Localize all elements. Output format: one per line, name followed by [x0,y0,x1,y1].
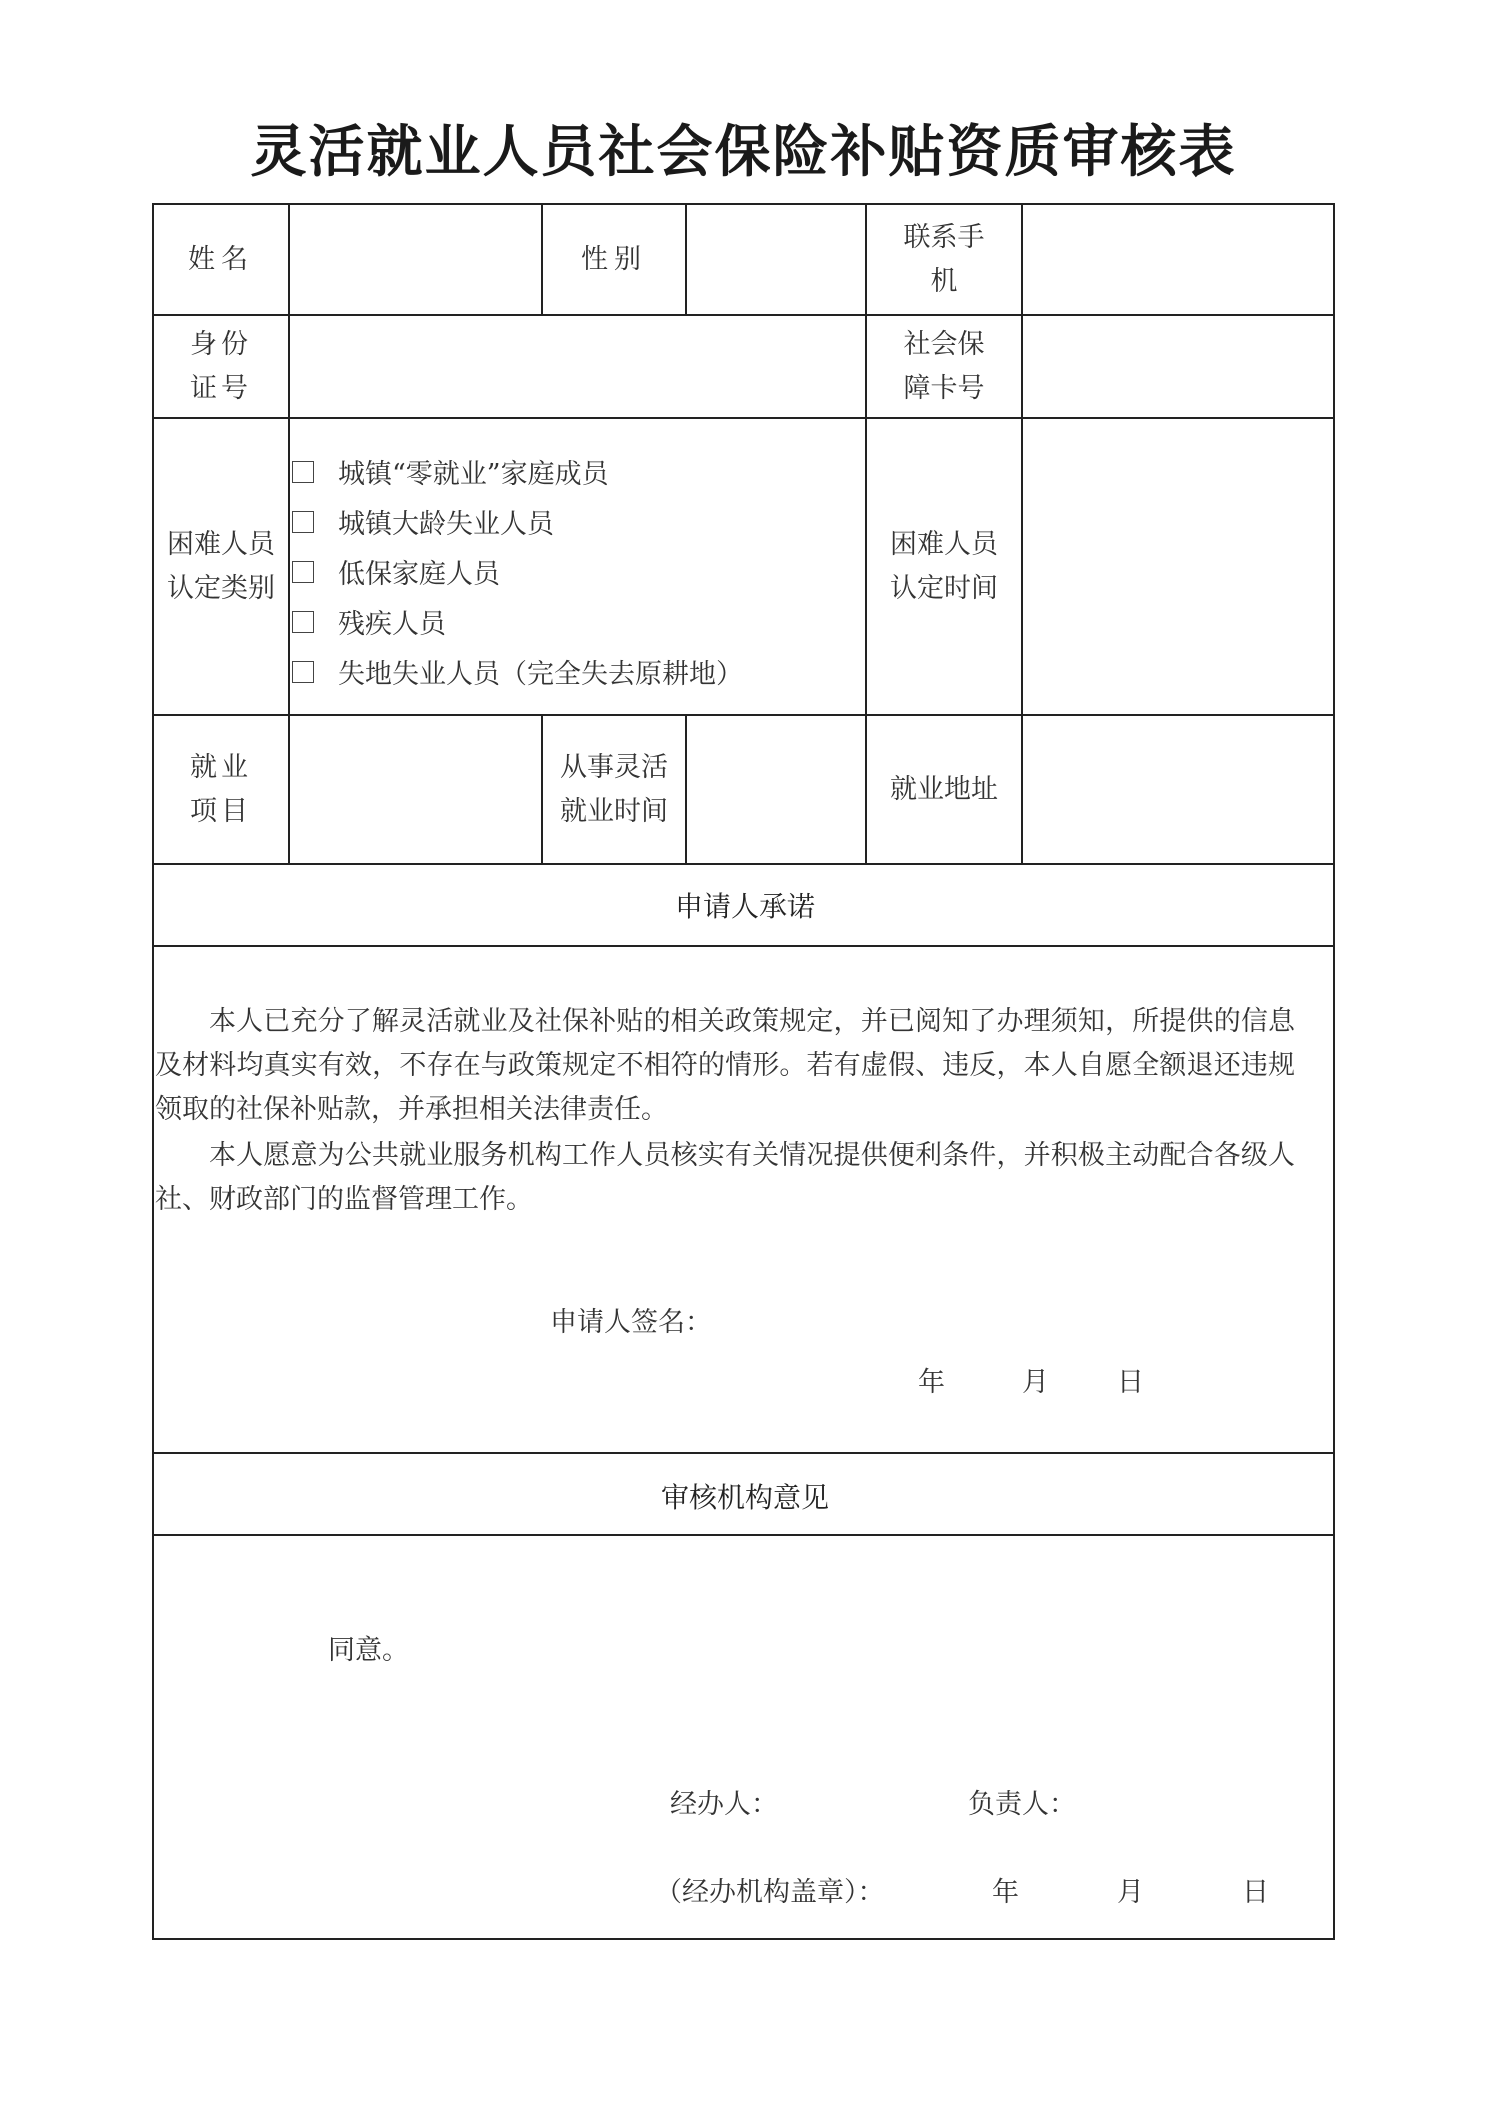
flexible-time-field[interactable] [688,717,864,862]
category-option-label: 城镇“零就业”家庭成员 [338,459,609,490]
category-option-label: 失地失业人员（完全失去原耕地） [338,659,743,690]
social-card-field[interactable] [1024,317,1332,416]
category-option-1[interactable] [292,452,609,491]
commitment-paragraph-1: 本人已充分了解灵活就业及社保补贴的相关政策规定，并已阅知了办理须知，所提供的信息及材料均真实有效，不存在与政策规定不相符的情形。若有虚假、违反，本人自愿全额退还违规领取的社保补贴款，并承担相关法律责任。 [155,1006,1295,1125]
hardship-category-label: 困难人员认定类别 [167,528,275,604]
id-number-field[interactable] [291,317,864,416]
employment-project-field[interactable] [291,717,540,862]
employment-address-field[interactable] [1024,717,1332,862]
category-option-label: 低保家庭人员 [338,559,500,590]
checkbox-icon[interactable] [292,611,314,633]
phone-label: 联系手机 [903,221,985,297]
responsible-label: 负责人： [968,1789,1076,1820]
name-label: 姓名 [188,243,254,275]
checkbox-icon[interactable] [292,461,314,483]
review-agree-text: 同意。 [328,1635,409,1666]
commitment-month-label: 月 [1022,1367,1049,1398]
handler-label: 经办人： [670,1789,778,1820]
category-option-label: 城镇大龄失业人员 [338,509,554,540]
employment-project-label: 就业项目 [190,751,252,827]
commitment-day-label: 日 [1117,1367,1144,1398]
gender-label: 性别 [581,243,647,275]
category-option-3[interactable] [292,552,500,591]
checkbox-icon[interactable] [292,511,314,533]
category-option-2[interactable] [292,502,554,541]
checkbox-icon[interactable] [292,661,314,683]
commitment-year-label: 年 [918,1367,945,1398]
social-card-label: 社会保障卡号 [903,328,985,404]
category-option-label: 残疾人员 [338,609,446,640]
name-field[interactable] [291,206,540,313]
category-option-5[interactable] [292,652,743,691]
checkbox-icon[interactable] [292,561,314,583]
hardship-time-field[interactable] [1024,420,1332,713]
review-header: 审核机构意见 [660,1481,829,1514]
commitment-header: 申请人承诺 [674,890,815,923]
agency-seal-label: （经办机构盖章）： [655,1877,885,1908]
review-year-label: 年 [992,1877,1019,1908]
applicant-signature-label: 申请人签名： [550,1307,712,1338]
review-day-label: 日 [1242,1877,1269,1908]
phone-field[interactable] [1024,206,1332,313]
employment-address-label: 就业地址 [890,773,998,805]
gender-field[interactable] [688,206,864,313]
category-option-4[interactable] [292,602,446,641]
id-number-label: 身份证号 [190,328,252,404]
review-month-label: 月 [1117,1877,1144,1908]
commitment-paragraph-2: 本人愿意为公共就业服务机构工作人员核实有关情况提供便利条件，并积极主动配合各级人社、财政部门的监督管理工作。 [155,1140,1295,1215]
form-title: 灵活就业人员社会保险补贴资质审核表 [250,119,1237,185]
flexible-time-label: 从事灵活就业时间 [560,751,668,827]
hardship-time-label: 困难人员认定时间 [890,528,998,604]
